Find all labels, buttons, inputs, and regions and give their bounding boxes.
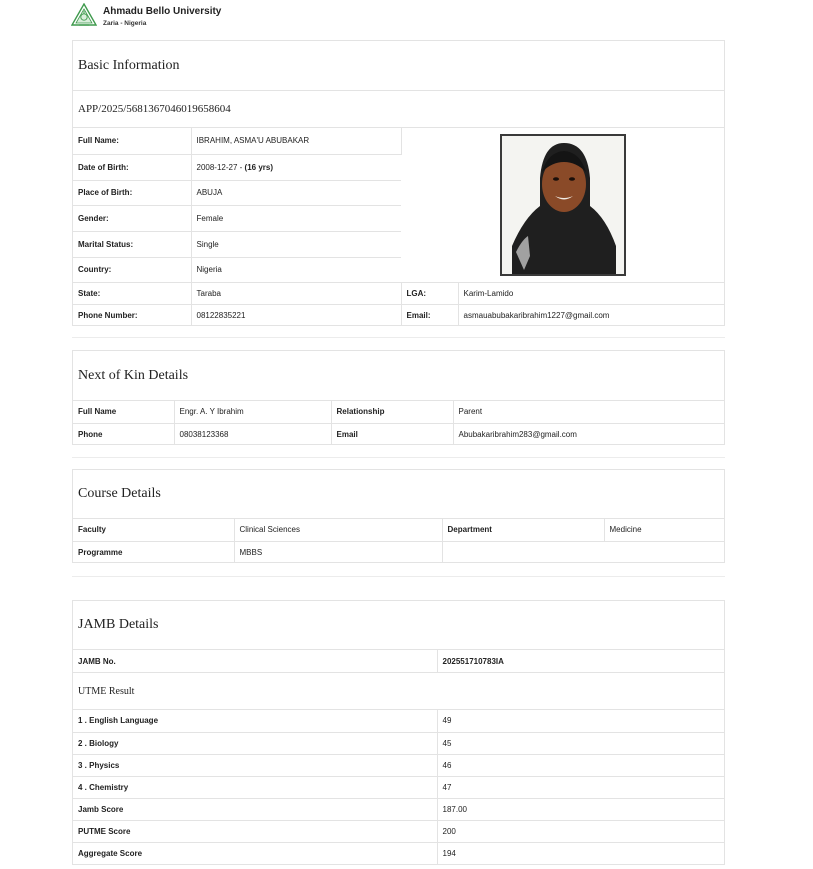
next-of-kin-table [73, 401, 724, 445]
marital-status-label: Marital Status: [73, 231, 191, 257]
table-row [73, 842, 724, 864]
table-row [73, 401, 724, 423]
gender-value: Female [191, 205, 401, 231]
empty-cell [442, 541, 724, 563]
applicant-photo-image [502, 136, 624, 274]
table-row [73, 282, 724, 304]
table-row [73, 423, 724, 445]
table-row [73, 304, 724, 326]
programme-value: MBBS [234, 541, 442, 563]
table-row [73, 541, 724, 563]
kin-full-name-label: Full Name [73, 401, 174, 423]
page-header [71, 3, 371, 29]
course-details-panel [72, 469, 725, 563]
table-row [73, 820, 724, 842]
jamb-number-value: 202551710783IA [442, 656, 504, 666]
jamb-score-label: Jamb Score [73, 798, 437, 820]
basic-information-title: Basic Information [73, 41, 724, 91]
table-row [73, 732, 724, 754]
place-of-birth-value: ABUJA [191, 180, 401, 205]
country-label: Country: [73, 257, 191, 282]
university-logo-icon [71, 3, 97, 27]
physics-value: 46 [437, 754, 724, 776]
aggregate-score-label: Aggregate Score [73, 842, 437, 864]
state-value: Taraba [191, 282, 401, 304]
course-details-title: Course Details [73, 470, 724, 519]
applicant-photo [500, 134, 626, 276]
jamb-number-table [73, 650, 724, 672]
jamb-details-panel [72, 600, 725, 865]
date-of-birth-label: Date of Birth: [73, 154, 191, 180]
next-of-kin-title: Next of Kin Details [73, 351, 724, 401]
kin-phone-value: 08038123368 [174, 423, 331, 445]
kin-relationship-value: Parent [453, 401, 724, 423]
kin-email-value: Abubakaribrahim283@gmail.com [458, 429, 577, 439]
physics-label: 3 . Physics [73, 754, 437, 776]
application-number: APP/2025/5681367046019658604 [73, 91, 724, 128]
gender-label: Gender: [73, 205, 191, 231]
chemistry-label: 4 . Chemistry [73, 776, 437, 798]
faculty-label: Faculty [73, 519, 234, 541]
section-divider [72, 576, 725, 577]
table-row [73, 798, 724, 820]
university-name: Ahmadu Bello University [103, 6, 222, 17]
lga-value: Karim-Lamido [458, 282, 724, 304]
utme-result-table [73, 710, 724, 864]
age-value: (16 yrs) [244, 162, 273, 172]
table-row [73, 650, 724, 672]
table-row [73, 710, 724, 732]
email-value: asmauabubakaribrahim1227@gmail.com [463, 310, 610, 320]
country-value: Nigeria [191, 257, 401, 282]
place-of-birth-label: Place of Birth: [73, 180, 191, 205]
biology-value: 45 [437, 732, 724, 754]
university-location: Zaria - Nigeria [103, 20, 147, 27]
section-divider [72, 337, 725, 338]
faculty-value: Clinical Sciences [234, 519, 442, 541]
kin-relationship-label: Relationship [331, 401, 453, 423]
table-row [73, 128, 724, 154]
state-label: State: [73, 282, 191, 304]
lga-label: LGA: [401, 282, 458, 304]
programme-label: Programme [73, 541, 234, 563]
phone-number-value: 08122835221 [191, 304, 401, 326]
kin-email-label: Email [331, 423, 453, 445]
photo-cell [401, 128, 724, 282]
basic-information-panel [72, 40, 725, 326]
table-row [73, 754, 724, 776]
jamb-number-label: JAMB No. [73, 650, 437, 672]
table-row [73, 519, 724, 541]
marital-status-value: Single [191, 231, 401, 257]
email-label: Email: [401, 304, 458, 326]
phone-number-label: Phone Number: [73, 304, 191, 326]
department-label: Department [442, 519, 604, 541]
basic-information-table [73, 128, 724, 326]
utme-result-title: UTME Result [73, 672, 724, 710]
full-name-value: IBRAHIM, ASMA'U ABUBAKAR [191, 128, 401, 154]
putme-score-label: PUTME Score [73, 820, 437, 842]
aggregate-score-value: 194 [442, 848, 456, 858]
table-row [73, 776, 724, 798]
kin-phone-label: Phone [73, 423, 174, 445]
english-language-label: 1 . English Language [73, 710, 437, 732]
english-language-value: 49 [437, 710, 724, 732]
jamb-score-value: 187.00 [437, 798, 724, 820]
biology-label: 2 . Biology [73, 732, 437, 754]
chemistry-value: 47 [437, 776, 724, 798]
full-name-label: Full Name: [73, 128, 191, 154]
jamb-details-title: JAMB Details [73, 601, 724, 650]
next-of-kin-panel [72, 350, 725, 445]
section-divider [72, 457, 725, 458]
department-value: Medicine [604, 519, 724, 541]
kin-full-name-value: Engr. A. Y Ibrahim [174, 401, 331, 423]
date-of-birth-date: 2008-12-27 - [196, 162, 245, 172]
putme-score-value: 200 [437, 820, 724, 842]
course-details-table [73, 519, 724, 563]
date-of-birth-value [191, 154, 401, 180]
